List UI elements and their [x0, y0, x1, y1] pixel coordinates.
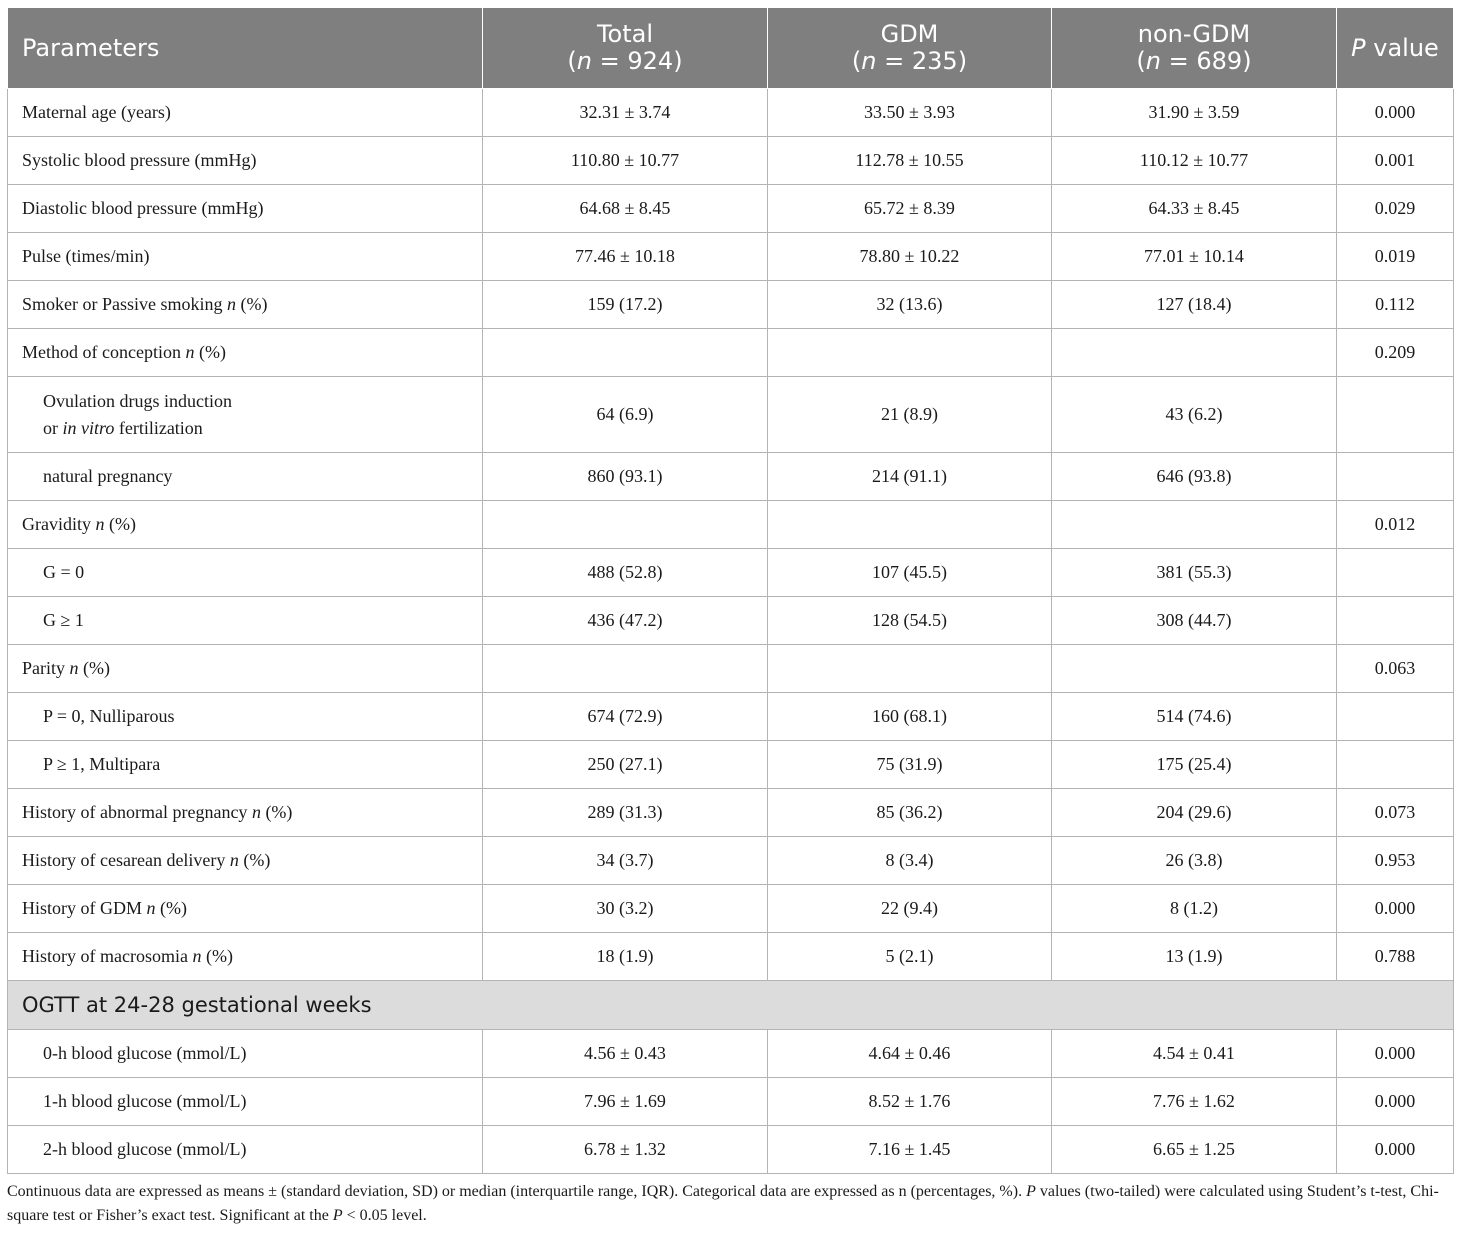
table-row — [8, 501, 1454, 549]
cell-gdm: 5 (2.1) — [768, 933, 1052, 981]
cell-p-value: 0.019 — [1337, 233, 1454, 281]
cell-p-value: 0.788 — [1337, 933, 1454, 981]
cell-gdm — [768, 645, 1052, 693]
cell-total: 6.78 ± 1.32 — [483, 1126, 768, 1174]
header-gdm: GDM (n = 235) — [768, 8, 1052, 89]
cell-nongdm: 127 (18.4) — [1052, 281, 1337, 329]
cell-gdm: 33.50 ± 3.93 — [768, 89, 1052, 137]
row-label: P ≥ 1, Multipara — [8, 741, 483, 789]
table-row — [8, 1126, 1454, 1174]
footnote-part2: values (two-tailed) were calculated using Student’s t-test, Chi-square test or Fisher’s exact test. Significant at the — [7, 1183, 1439, 1224]
table-row — [8, 453, 1454, 501]
n-pct-suffix: (%) — [240, 294, 268, 314]
row-label-line2-a: or — [43, 417, 63, 438]
cell-nongdm: 175 (25.4) — [1052, 741, 1337, 789]
row-label-text: History of macrosomia — [22, 946, 188, 966]
table-row — [8, 89, 1454, 137]
cell-nongdm: 6.65 ± 1.25 — [1052, 1126, 1337, 1174]
cell-total: 32.31 ± 3.74 — [483, 89, 768, 137]
header-nongdm-label: non-GDM — [1137, 20, 1251, 48]
table-row — [8, 837, 1454, 885]
cell-p-value: 0.000 — [1337, 1126, 1454, 1174]
header-total-label: Total — [596, 20, 654, 48]
table-container — [7, 7, 1453, 1228]
cell-total: 159 (17.2) — [483, 281, 768, 329]
cell-p-value: 0.063 — [1337, 645, 1454, 693]
row-label-line1: Ovulation drugs induction — [43, 390, 232, 411]
row-label: Diastolic blood pressure (mmHg) — [8, 185, 483, 233]
cell-nongdm — [1052, 329, 1337, 377]
cell-nongdm: 8 (1.2) — [1052, 885, 1337, 933]
cell-total: 436 (47.2) — [483, 597, 768, 645]
cell-total: 488 (52.8) — [483, 549, 768, 597]
row-label: History of GDM n (%) — [8, 885, 483, 933]
row-label: 1-h blood glucose (mmol/L) — [8, 1078, 483, 1126]
cell-p-value: 0.000 — [1337, 885, 1454, 933]
header-total-n: 924 — [627, 47, 674, 75]
row-label: Systolic blood pressure (mmHg) — [8, 137, 483, 185]
cell-nongdm: 646 (93.8) — [1052, 453, 1337, 501]
row-label-text: Parity — [22, 658, 65, 678]
cell-gdm: 21 (8.9) — [768, 377, 1052, 453]
row-label: Smoker or Passive smoking n (%) — [8, 281, 483, 329]
table-row — [8, 741, 1454, 789]
cell-gdm: 160 (68.1) — [768, 693, 1052, 741]
cell-total: 34 (3.7) — [483, 837, 768, 885]
table-row — [8, 885, 1454, 933]
cell-gdm: 128 (54.5) — [768, 597, 1052, 645]
header-p-italic: P — [1351, 33, 1366, 62]
header-p-value — [1337, 8, 1454, 89]
row-label-line2-b: fertilization — [114, 417, 203, 438]
cell-p-value: 0.000 — [1337, 89, 1454, 137]
table-row — [8, 933, 1454, 981]
cell-gdm: 112.78 ± 10.55 — [768, 137, 1052, 185]
cell-gdm: 75 (31.9) — [768, 741, 1052, 789]
table-header-row — [8, 8, 1454, 89]
cell-total: 674 (72.9) — [483, 693, 768, 741]
row-label-text: Smoker or Passive smoking — [22, 294, 223, 314]
cell-gdm: 65.72 ± 8.39 — [768, 185, 1052, 233]
cell-total: 7.96 ± 1.69 — [483, 1078, 768, 1126]
row-label: 0-h blood glucose (mmol/L) — [8, 1030, 483, 1078]
row-label-text: Gravidity — [22, 514, 91, 534]
n-pct-suffix: (%) — [265, 802, 293, 822]
cell-p-value: 0.000 — [1337, 1030, 1454, 1078]
cell-nongdm: 31.90 ± 3.59 — [1052, 89, 1337, 137]
row-label: History of cesarean delivery n (%) — [8, 837, 483, 885]
n-pct-suffix: (%) — [198, 342, 226, 362]
cell-nongdm: 7.76 ± 1.62 — [1052, 1078, 1337, 1126]
table-row — [8, 185, 1454, 233]
n-pct-suffix: (%) — [160, 898, 187, 918]
cell-p-value — [1337, 741, 1454, 789]
cell-total: 64 (6.9) — [483, 377, 768, 453]
header-nongdm: non-GDM (n = 689) — [1052, 8, 1337, 89]
cell-total: 289 (31.3) — [483, 789, 768, 837]
header-nongdm-n: 689 — [1196, 47, 1243, 75]
row-label: natural pregnancy — [8, 453, 483, 501]
cell-total — [483, 645, 768, 693]
footnote-p-italic-2: P — [332, 1207, 343, 1224]
row-label-text: History of GDM — [22, 898, 142, 918]
baseline-characteristics-table — [7, 7, 1454, 1174]
cell-gdm: 107 (45.5) — [768, 549, 1052, 597]
cell-nongdm: 77.01 ± 10.14 — [1052, 233, 1337, 281]
cell-gdm — [768, 501, 1052, 549]
cell-nongdm: 13 (1.9) — [1052, 933, 1337, 981]
cell-total: 18 (1.9) — [483, 933, 768, 981]
cell-nongdm: 110.12 ± 10.77 — [1052, 137, 1337, 185]
header-total: Total (n = 924) — [483, 8, 768, 89]
table-row — [8, 137, 1454, 185]
cell-p-value: 0.953 — [1337, 837, 1454, 885]
section-row — [8, 981, 1454, 1030]
table-row — [8, 329, 1454, 377]
header-p-label: value — [1365, 33, 1439, 62]
row-label-line2-italic: in vitro — [62, 417, 115, 438]
cell-gdm: 7.16 ± 1.45 — [768, 1126, 1052, 1174]
cell-gdm: 8 (3.4) — [768, 837, 1052, 885]
row-label: Parity n (%) — [8, 645, 483, 693]
header-gdm-n: 235 — [911, 47, 958, 75]
row-label: Pulse (times/min) — [8, 233, 483, 281]
row-label: P = 0, Nulliparous — [8, 693, 483, 741]
cell-nongdm — [1052, 501, 1337, 549]
cell-total: 860 (93.1) — [483, 453, 768, 501]
cell-p-value: 0.029 — [1337, 185, 1454, 233]
cell-gdm: 32 (13.6) — [768, 281, 1052, 329]
cell-total: 64.68 ± 8.45 — [483, 185, 768, 233]
cell-total: 30 (3.2) — [483, 885, 768, 933]
row-label-text: History of cesarean delivery — [22, 850, 226, 870]
cell-nongdm: 204 (29.6) — [1052, 789, 1337, 837]
table-row — [8, 233, 1454, 281]
cell-p-value: 0.001 — [1337, 137, 1454, 185]
row-label: G = 0 — [8, 549, 483, 597]
cell-gdm: 22 (9.4) — [768, 885, 1052, 933]
n-pct-suffix: (%) — [243, 850, 271, 870]
cell-nongdm: 64.33 ± 8.45 — [1052, 185, 1337, 233]
row-label: Gravidity n (%) — [8, 501, 483, 549]
cell-gdm: 214 (91.1) — [768, 453, 1052, 501]
cell-nongdm: 4.54 ± 0.41 — [1052, 1030, 1337, 1078]
row-label: Method of conception n (%) — [8, 329, 483, 377]
cell-p-value — [1337, 377, 1454, 453]
cell-gdm: 78.80 ± 10.22 — [768, 233, 1052, 281]
table-row — [8, 789, 1454, 837]
cell-p-value — [1337, 597, 1454, 645]
footnote-p-italic-1: P — [1026, 1183, 1036, 1200]
table-row — [8, 549, 1454, 597]
row-label: G ≥ 1 — [8, 597, 483, 645]
table-row — [8, 1078, 1454, 1126]
table-row — [8, 1030, 1454, 1078]
header-gdm-label: GDM — [880, 20, 939, 48]
table-row — [8, 281, 1454, 329]
row-label-text: Method of conception — [22, 342, 181, 362]
n-pct-suffix: (%) — [205, 946, 233, 966]
table-row — [8, 693, 1454, 741]
row-label: Maternal age (years) — [8, 89, 483, 137]
section-label: OGTT at 24-28 gestational weeks — [8, 981, 1454, 1030]
table-footnote — [7, 1180, 1453, 1228]
cell-total — [483, 329, 768, 377]
row-label — [8, 377, 483, 453]
cell-total: 250 (27.1) — [483, 741, 768, 789]
footnote-part3: < 0.05 level. — [342, 1207, 427, 1224]
cell-gdm: 4.64 ± 0.46 — [768, 1030, 1052, 1078]
cell-p-value: 0.073 — [1337, 789, 1454, 837]
cell-total: 110.80 ± 10.77 — [483, 137, 768, 185]
footnote-part1: Continuous data are expressed as means ± (standard deviation, SD) or median (interquartile range, IQR). Categorical data are expressed as n (percentages, %). — [7, 1183, 1027, 1200]
cell-total — [483, 501, 768, 549]
cell-p-value — [1337, 693, 1454, 741]
cell-nongdm: 514 (74.6) — [1052, 693, 1337, 741]
n-pct-suffix: (%) — [109, 514, 136, 534]
row-label-text: History of abnormal pregnancy — [22, 802, 248, 822]
cell-p-value: 0.112 — [1337, 281, 1454, 329]
header-parameters: Parameters — [8, 8, 483, 89]
cell-p-value — [1337, 453, 1454, 501]
cell-gdm: 8.52 ± 1.76 — [768, 1078, 1052, 1126]
cell-p-value — [1337, 549, 1454, 597]
table-row — [8, 645, 1454, 693]
row-label: 2-h blood glucose (mmol/L) — [8, 1126, 483, 1174]
cell-total: 4.56 ± 0.43 — [483, 1030, 768, 1078]
cell-nongdm: 26 (3.8) — [1052, 837, 1337, 885]
table-row — [8, 597, 1454, 645]
table-row — [8, 377, 1454, 453]
cell-gdm — [768, 329, 1052, 377]
cell-p-value: 0.012 — [1337, 501, 1454, 549]
n-pct-suffix: (%) — [83, 658, 110, 678]
cell-total: 77.46 ± 10.18 — [483, 233, 768, 281]
cell-nongdm: 43 (6.2) — [1052, 377, 1337, 453]
cell-nongdm: 381 (55.3) — [1052, 549, 1337, 597]
cell-p-value: 0.000 — [1337, 1078, 1454, 1126]
cell-nongdm — [1052, 645, 1337, 693]
cell-gdm: 85 (36.2) — [768, 789, 1052, 837]
row-label: History of abnormal pregnancy n (%) — [8, 789, 483, 837]
cell-nongdm: 308 (44.7) — [1052, 597, 1337, 645]
cell-p-value: 0.209 — [1337, 329, 1454, 377]
row-label: History of macrosomia n (%) — [8, 933, 483, 981]
